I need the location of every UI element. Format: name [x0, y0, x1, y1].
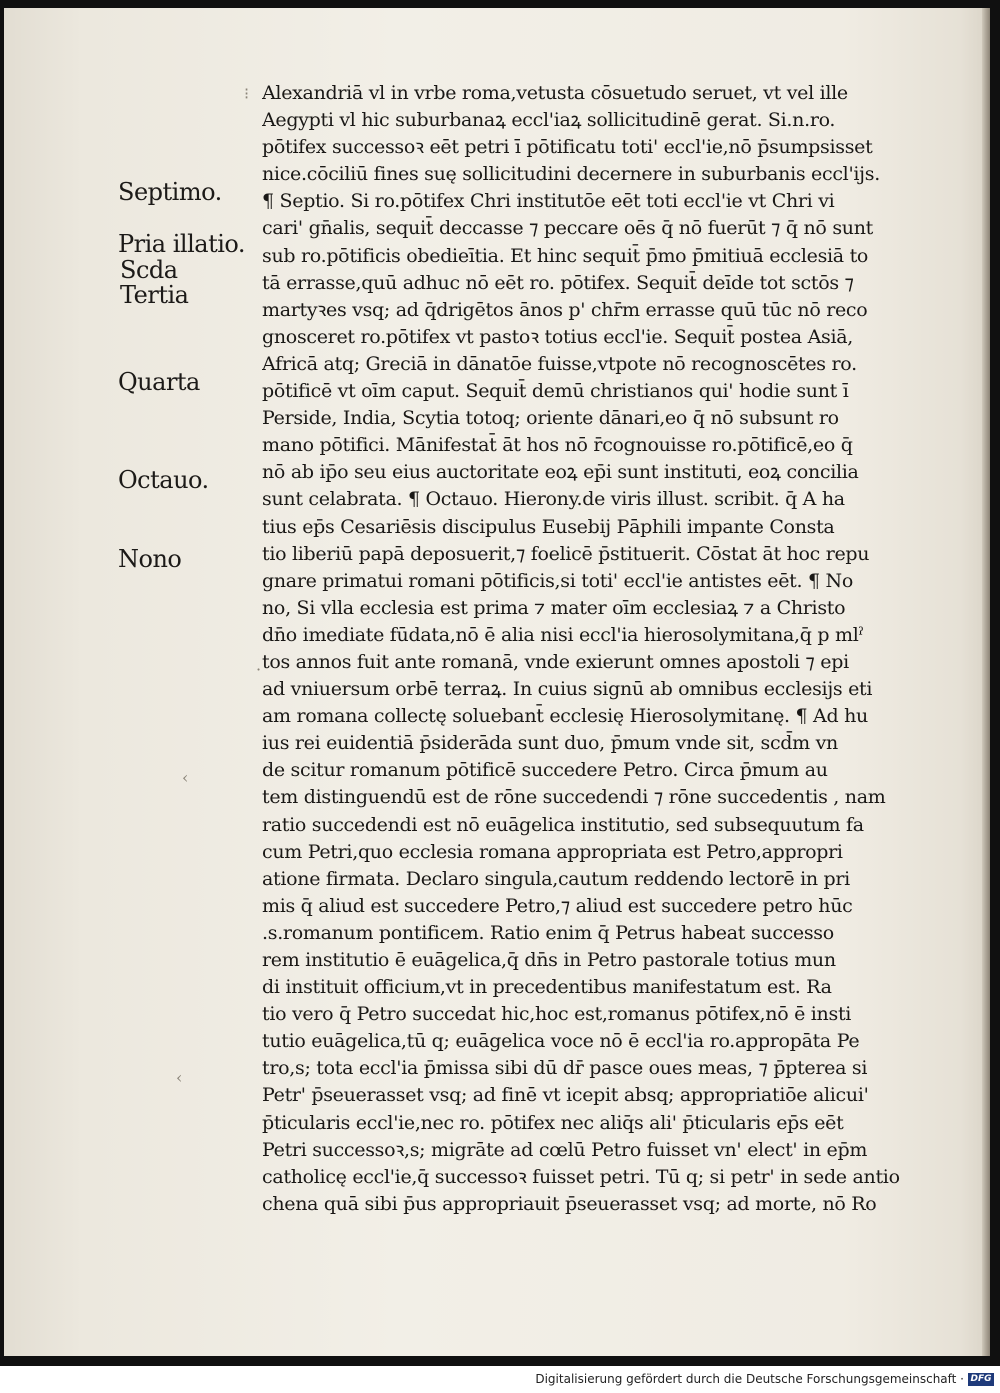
text-line: ius rei euidentiā p̄siderāda sunt duo, p̄mum vnde sit, scd̄m vn: [262, 732, 838, 755]
text-line: tius ep̄s Cesariēsis discipulus Eusebij Pāphili impante Consta: [262, 515, 835, 538]
text-line: cari' gn̄alis, sequit̄ deccasse ⁊ peccare oēs q̄ nō fuerūt ⁊ q̄ nō sunt: [262, 217, 873, 240]
text-line: gnare primatui romani pōtificis,si toti' eccl'ie antistes eēt. ¶ No: [262, 569, 853, 592]
text-line: Perside, India, Scytia totoq; oriente dānari,eo q̄ nō subsunt ro: [262, 407, 839, 430]
text-line: Petri successoꝛ,s; migrāte ad cœlū Petro fuisset vn' elect' in ep̄m: [262, 1138, 868, 1161]
text-line: .s.romanum pontificem. Ratio enim q̄ Petrus habeat successo: [262, 921, 834, 944]
book-page: [4, 8, 990, 1356]
text-line: sub ro.pōtificis obedieītia. Et hinc sequit̄ p̄mo p̄mitiuā ecclesiā to: [262, 244, 869, 267]
text-line: mis q̄ aliud est succedere Petro,⁊ aliud est succedere petro hūc: [262, 894, 853, 917]
text-line: tem distinguendū est de rōne succedendi ⁊ rōne succedentis , nam: [262, 786, 886, 809]
margin-note: Pria illatio.: [118, 230, 246, 258]
text-line: tos annos fuit ante romanā, vnde exierunt omnes apostoli ⁊ epi: [262, 650, 849, 673]
text-line: dn̄o imediate fūdata,nō ē alia nisi eccl'ia hierosolymitana,q̄ p mlˀ: [262, 623, 864, 646]
text-line: rem institutio ē euāgelica,q̄ dn̄s in Petro pastorale totius mun: [262, 949, 836, 971]
text-line: atione firmata. Declaro singula,cautum reddendo lectorē in pri: [262, 867, 850, 890]
text-line: Africā atq; Greciā in dānatōe fuisse,vtpote nō recognoscētes ro.: [262, 352, 857, 375]
text-line: pōtificē vt oīm caput. Sequit̄ demū christianos qui' hodie sunt ī: [262, 380, 849, 403]
text-line: mano pōtifici. Mānifestat̄ āt hos nō r̄cognouisse ro.pōtificē,eo q̄: [262, 434, 853, 457]
stray-mark: ⁝: [244, 84, 250, 103]
text-line: Aegypti vl hic suburbanaꝝ eccl'iaꝝ sollicitudinē gerat. Si.n.ro.: [262, 109, 836, 132]
page-edge: [982, 8, 990, 1356]
text-line: pōtifex successoꝛ eēt petri ī pōtificatu toti' eccl'ie,nō p̄sumpsisset: [262, 136, 873, 159]
text-line: Petr' p̄seuerasset vsq; ad finē vt icepit absq; appropriatiōe alicui': [262, 1084, 869, 1107]
body-text: [262, 80, 912, 1218]
stray-mark: ‹: [176, 1068, 183, 1087]
text-line: nice.cōciliū fines suę sollicitudini decernere in suburbanis eccl'ijs.: [262, 163, 880, 186]
margin-note: Quarta: [118, 368, 200, 396]
text-line: de scitur romanum pōtificē succedere Petro. Circa p̄mum au: [262, 759, 828, 782]
text-line: chena quā sibi p̄us appropriauit p̄seuerasset vsq; ad morte, nō Ro: [262, 1192, 877, 1215]
stray-mark: ·: [256, 660, 262, 679]
text-line: sunt celabrata. ¶ Octauo. Hierony.de viris illust. scribit. q̄ A ha: [262, 488, 845, 511]
text-line: tutio euāgelica,tū q; euāgelica voce nō ē eccl'ia ro.appropāta Pe: [262, 1030, 860, 1053]
funding-credit: Digitalisierung gefördert durch die Deutsche Forschungsgemeinschaft ·: [535, 1372, 964, 1386]
text-line: ¶ Septio. Si ro.pōtifex Chri institutōe eēt toti eccl'ie vt Chri vi: [262, 190, 835, 213]
margin-note: Septimo.: [118, 178, 222, 206]
text-line: catholicę eccl'ie,q̄ successoꝛ fuisset petri. Tū q; si petr' in sede antio: [262, 1165, 900, 1188]
dfg-logo: DFG: [968, 1373, 994, 1386]
margin-note: Octauo.: [118, 466, 209, 494]
footer-bar: [0, 1366, 1000, 1393]
text-line: p̄ticularis eccl'ie,nec ro. pōtifex nec aliq̄s ali' p̄ticularis ep̄s eēt: [262, 1111, 844, 1134]
margin-note: Nono: [118, 545, 182, 573]
text-line: nō ab ip̄o seu eius auctoritate eoꝝ ep̄i sunt instituti, eoꝝ concilia: [262, 461, 859, 484]
text-line: no, Si vlla ecclesia est prima ⁊ mater oīm ecclesiaꝝ ⁊ a Christo: [262, 596, 846, 619]
text-line: Alexandriā vl in vrbe roma,vetusta cōsuetudo seruet, vt vel ille: [262, 82, 848, 104]
text-line: tro,s; tota eccl'ia p̄missa sibi dū dr̄ pasce oues meas, ⁊ p̄pterea si: [262, 1057, 868, 1080]
text-line: ratio succedendi est nō euāgelica institutio, sed subsequutum fa: [262, 813, 864, 836]
text-line: cum Petri,quo ecclesia romana appropriata est Petro,appropri: [262, 840, 843, 863]
text-line: gnosceret ro.pōtifex vt pastoꝛ totius eccl'ie. Sequit̄ postea Asiā,: [262, 325, 853, 348]
text-line: ad vniuersum orbē terraꝝ. In cuius signū ab omnibus ecclesijs eti: [262, 678, 873, 701]
margin-note: Scda: [120, 256, 178, 284]
text-line: tio liberiū papā deposuerit,⁊ foelicē p̄stituerit. Cōstat āt hoc repu: [262, 542, 870, 565]
margin-note: Tertia: [120, 281, 189, 309]
text-line: tio vero q̄ Petro succedat hic,hoc est,romanus pōtifex,nō ē insti: [262, 1003, 852, 1026]
text-line: di instituit officium,vt in precedentibus manifestatum est. Ra: [262, 976, 832, 999]
text-line: martyꝛes vsq; ad q̄drigētos ānos p' chr̄m errasse quū tūc nō reco: [262, 298, 868, 321]
text-line: am romana collectę soluebant̄ ecclesię Hierosolymitanę. ¶ Ad hu: [262, 705, 868, 728]
text-line: tā errasse,quū adhuc nō eēt ro. pōtifex. Sequit̄ deīde tot sctōs ⁊: [262, 271, 854, 294]
stray-mark: ‹: [182, 768, 189, 787]
